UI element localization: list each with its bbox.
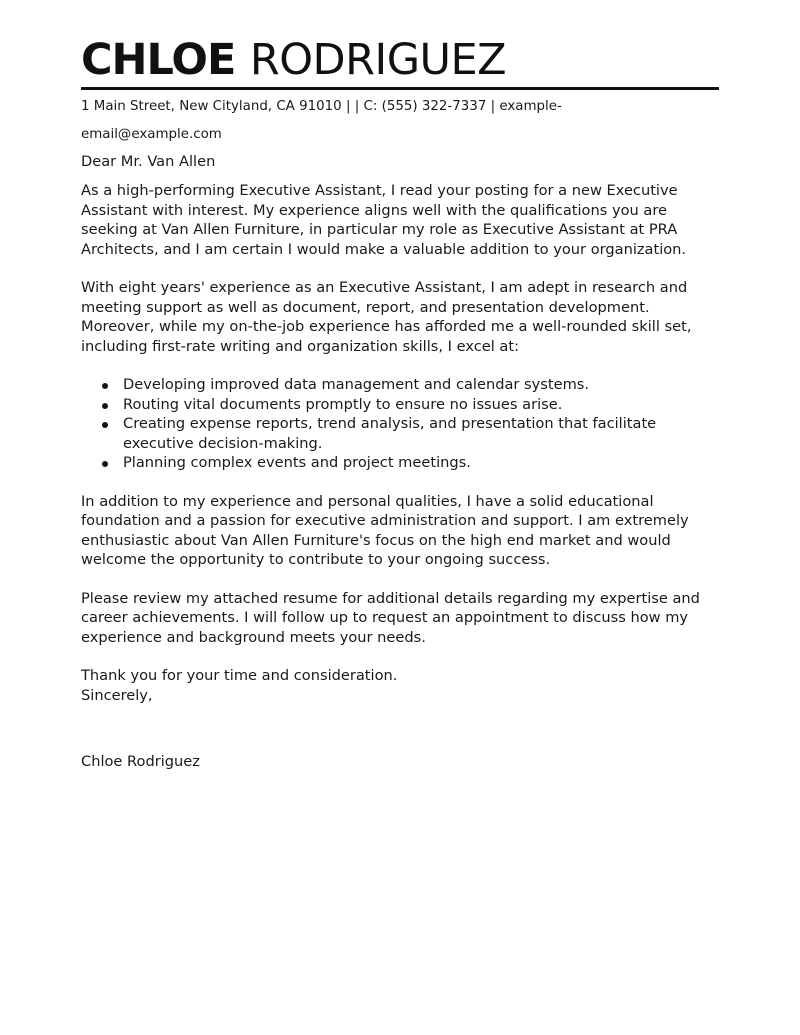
list-item bbox=[81, 414, 721, 453]
greeting: Dear Mr. Van Allen bbox=[81, 153, 216, 170]
thanks-line: Thank you for your time and consideration. bbox=[81, 667, 398, 684]
contact-line: 1 Main Street, New Cityland, CA 91010 | | C: (555) 322-7337 | example-email@example.com bbox=[81, 99, 562, 142]
list-item bbox=[81, 395, 721, 415]
list-item bbox=[81, 453, 721, 473]
last-name: RODRIGUEZ bbox=[249, 35, 507, 85]
paragraph-follow-up: Please review my attached resume for additional details regarding my expertise and career achievements. I will follow up to request an appointment to discuss how my experience and background meets your needs. bbox=[81, 589, 700, 646]
bullet-icon bbox=[102, 422, 108, 428]
list-item bbox=[81, 375, 721, 395]
signature-name: Chloe Rodriguez bbox=[81, 753, 200, 770]
list-item-text: Routing vital documents promptly to ensure no issues arise. bbox=[123, 395, 563, 413]
paragraph-experience: With eight years' experience as an Executive Assistant, I am adept in research and meeting support as well as document, report, and presentation development. Moreover, while my on-the-job experience has afforded me a well-rounded skill set, including first-rate writing and organization skills, I excel at: bbox=[81, 279, 692, 355]
cover-letter bbox=[81, 34, 721, 772]
list-item-text: Developing improved data management and calendar systems. bbox=[123, 376, 590, 393]
bullet-icon bbox=[102, 403, 108, 409]
skills-list bbox=[81, 375, 721, 473]
paragraph-qualities: In addition to my experience and personal qualities, I have a solid educational foundation and a passion for executive administration and support. I am extremely enthusiastic about Van Allen Furniture's focus on the high end market and would welcome the opportunity to contribute to your ongoing success. bbox=[81, 492, 689, 568]
sign-off: Sincerely, bbox=[81, 686, 153, 704]
paragraph-intro: As a high-performing Executive Assistant, I read your posting for a new Executive Assistant with interest. My experience aligns well with the qualifications you are seeking at Van Allen Furniture, in particular my role as Executive Assistant at PRA Architects, and I am certain I would make a valuable addition to your organization. bbox=[81, 182, 687, 258]
first-name: CHLOE bbox=[81, 35, 236, 85]
bullet-icon bbox=[102, 383, 108, 389]
list-item-text: Creating expense reports, trend analysis, and presentation that facilitate executive decision-making. bbox=[123, 415, 657, 452]
list-item-text: Planning complex events and project meetings. bbox=[123, 454, 471, 471]
applicant-name bbox=[81, 34, 721, 86]
bullet-icon bbox=[102, 461, 108, 467]
header-divider bbox=[81, 87, 719, 90]
